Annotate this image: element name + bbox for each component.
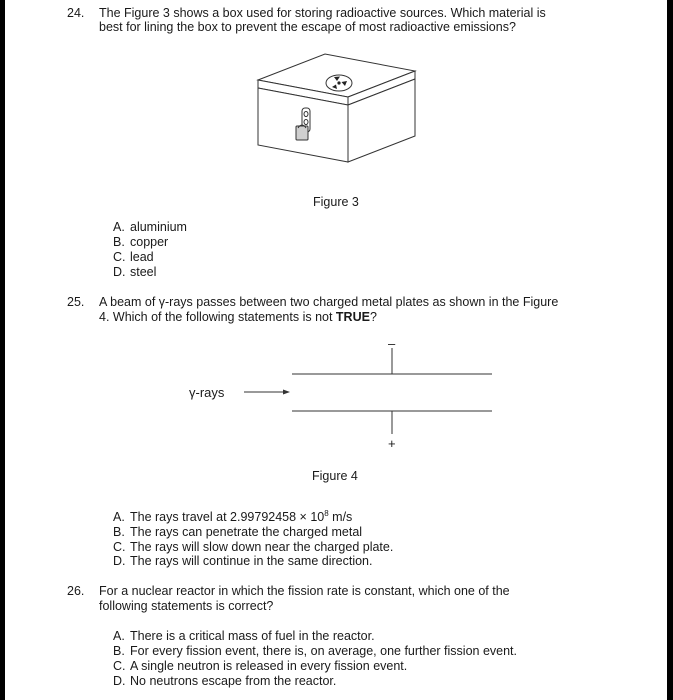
radiation-symbol-icon <box>326 75 352 91</box>
arrow-head-icon <box>283 390 290 395</box>
option-letter: C. <box>113 659 126 673</box>
option-letter: B. <box>113 525 125 539</box>
question-text-line1: The Figure 3 shows a box used for storing radioactive sources. Which material is <box>99 6 546 20</box>
plates-diagram <box>235 348 495 438</box>
left-border <box>0 0 5 700</box>
question-number: 25. <box>67 295 85 309</box>
right-border <box>667 0 673 700</box>
question-text-line2: best for lining the box to prevent the escape of most radioactive emissions? <box>99 20 516 34</box>
figure-caption: Figure 3 <box>313 195 359 209</box>
option-text: A single neutron is released in every fission event. <box>130 659 408 673</box>
question-text-line1: A beam of γ-rays passes between two charged metal plates as shown in the Figure <box>99 295 559 309</box>
option-text: aluminium <box>130 220 187 234</box>
question-number: 26. <box>67 584 85 598</box>
text-fragment: ? <box>369 310 377 324</box>
option-letter: D. <box>113 674 126 688</box>
option-letter: A. <box>113 220 125 234</box>
option-letter: B. <box>113 235 125 249</box>
question-text-line1: For a nuclear reactor in which the fission rate is constant, which one of the <box>99 584 510 598</box>
question-number: 24. <box>67 6 85 20</box>
figure-caption: Figure 4 <box>312 469 358 483</box>
text-fragment: 4. Which of the following statements is not <box>99 310 336 324</box>
text-fragment: The rays travel at 2.99792458 × 10 <box>130 510 325 524</box>
option-text: No neutrons escape from the reactor. <box>130 674 337 688</box>
option-letter: B. <box>113 644 125 658</box>
option-text <box>130 510 352 525</box>
option-letter: A. <box>113 510 125 524</box>
question-text-line2 <box>99 310 377 325</box>
text-fragment: m/s <box>328 510 353 524</box>
option-text: steel <box>130 265 157 279</box>
question-text-line2: following statements is correct? <box>99 599 274 613</box>
negative-sign: – <box>388 336 396 351</box>
option-letter: D. <box>113 554 126 568</box>
option-text: lead <box>130 250 154 264</box>
option-text: There is a critical mass of fuel in the reactor. <box>130 629 375 643</box>
radioactive-box-figure <box>240 44 430 194</box>
positive-sign: + <box>388 436 396 451</box>
option-letter: D. <box>113 265 126 279</box>
option-text: The rays can penetrate the charged metal <box>130 525 363 539</box>
gamma-rays-label: γ-rays <box>189 385 225 400</box>
option-letter: A. <box>113 629 125 643</box>
option-letter: C. <box>113 540 126 554</box>
bold-word: TRUE <box>335 310 370 324</box>
option-text: The rays will continue in the same direction. <box>130 554 373 568</box>
option-text: For every fission event, there is, on average, one further fission event. <box>130 644 518 658</box>
option-text: The rays will slow down near the charged plate. <box>130 540 394 554</box>
option-text: copper <box>130 235 169 249</box>
superscript: 8 <box>324 508 329 518</box>
option-letter: C. <box>113 250 126 264</box>
